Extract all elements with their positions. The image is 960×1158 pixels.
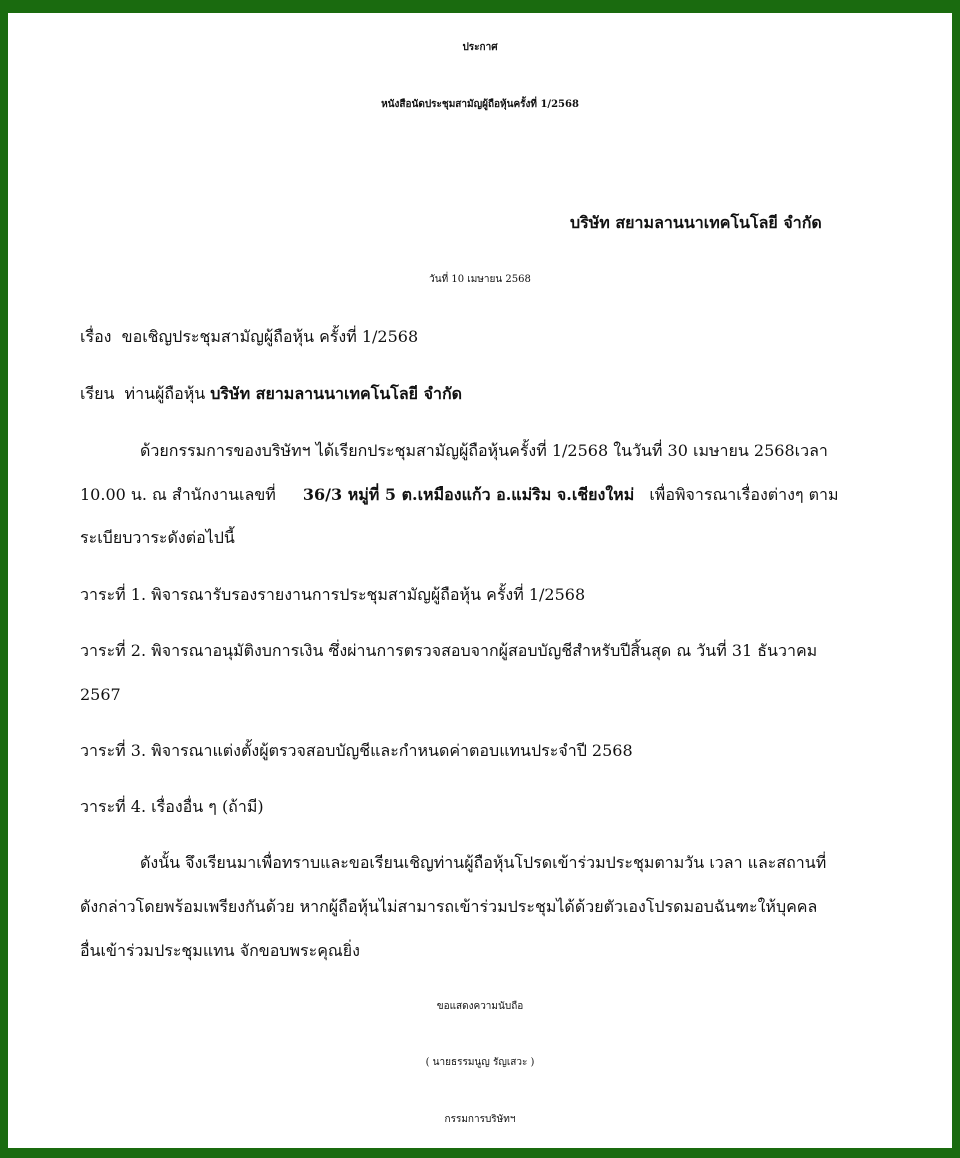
closing-line-1: ดังนั้น จึงเรียนมาเพื่อทราบและขอเรียนเชิญท่านผู้ถือหุ้นโปรดเข้าร่วมประชุมตามวัน เวลา และสถานที่ — [140, 853, 827, 872]
agenda-item-2: วาระที่ 2. พิจารณาอนุมัติงบการเงิน ซึ่งผ่านการตรวจสอบจากผู้สอบบัญชีสำหรับปีสิ้นสุด ณ วันที่ 31 ธันวาคม — [80, 641, 818, 660]
agenda-item-3: วาระที่ 3. พิจารณาแต่งตั้งผู้ตรวจสอบบัญชีและกำหนดค่าตอบแทนประจำปี 2568 — [80, 741, 633, 760]
recipient-label: เรียน — [80, 384, 115, 403]
closing-line-2: ดังกล่าวโดยพร้อมเพรียงกันด้วย หากผู้ถือหุ้นไม่สามารถเข้าร่วมประชุมได้ด้วยตัวเองโปรดมอบฉันฑะให้บุคคล — [80, 897, 818, 916]
subject-text: ขอเชิญประชุมสามัญผู้ถือหุ้น ครั้งที่ 1/2568 — [121, 327, 419, 346]
recipient-prefix: ท่านผู้ถือหุ้น — [124, 384, 206, 403]
intro-line-2 — [80, 485, 839, 505]
letter-date: วันที่ 10 เมษายน 2568 — [429, 274, 531, 285]
intro-line-3: ระเบียบวาระดังต่อไปนี้ — [80, 528, 235, 547]
subject-label: เรื่อง — [80, 327, 112, 346]
recipient-company: บริษัท สยามลานนาเทคโนโลยี จำกัด — [210, 384, 463, 403]
subject-line — [80, 327, 418, 347]
agenda-item-2-continued: 2567 — [80, 685, 121, 704]
sender-company: บริษัท สยามลานนาเทคโนโลยี จำกัด — [570, 213, 822, 232]
regards: ขอแสดงความนับถือ — [436, 1001, 524, 1012]
agenda-item-1: วาระที่ 1. พิจารณารับรองรายงานการประชุมสามัญผู้ถือหุ้น ครั้งที่ 1/2568 — [80, 585, 586, 604]
signatory-name: ( นายธรรมนูญ รัญเสวะ ) — [425, 1057, 535, 1068]
intro-purpose: เพื่อพิจารณาเรื่องต่างๆ ตาม — [649, 485, 839, 504]
meeting-address: 36/3 หมู่ที่ 5 ต.เหมืองแก้ว อ.แม่ริม จ.เชียงใหม่ — [302, 485, 635, 504]
letter-page — [8, 13, 952, 1148]
announcement-heading: ประกาศ — [462, 42, 498, 53]
signatory-position: กรรมการบริษัทฯ — [444, 1114, 516, 1125]
intro-time-place: 10.00 น. ณ สำนักงานเลขที่ — [80, 485, 276, 504]
letter-title: หนังสือนัดประชุมสามัญผู้ถือหุ้นครั้งที่ 1/2568 — [381, 99, 579, 110]
agenda-item-4: วาระที่ 4. เรื่องอื่น ๆ (ถ้ามี) — [80, 797, 264, 816]
recipient-line — [80, 384, 462, 404]
closing-line-3: อื่นเข้าร่วมประชุมแทน จักขอบพระคุณยิ่ง — [80, 941, 360, 960]
intro-line-1: ด้วยกรรมการของบริษัทฯ ได้เรียกประชุมสามัญผู้ถือหุ้นครั้งที่ 1/2568 ในวันที่ 30 เมษายน 2568เวลา — [140, 441, 828, 460]
